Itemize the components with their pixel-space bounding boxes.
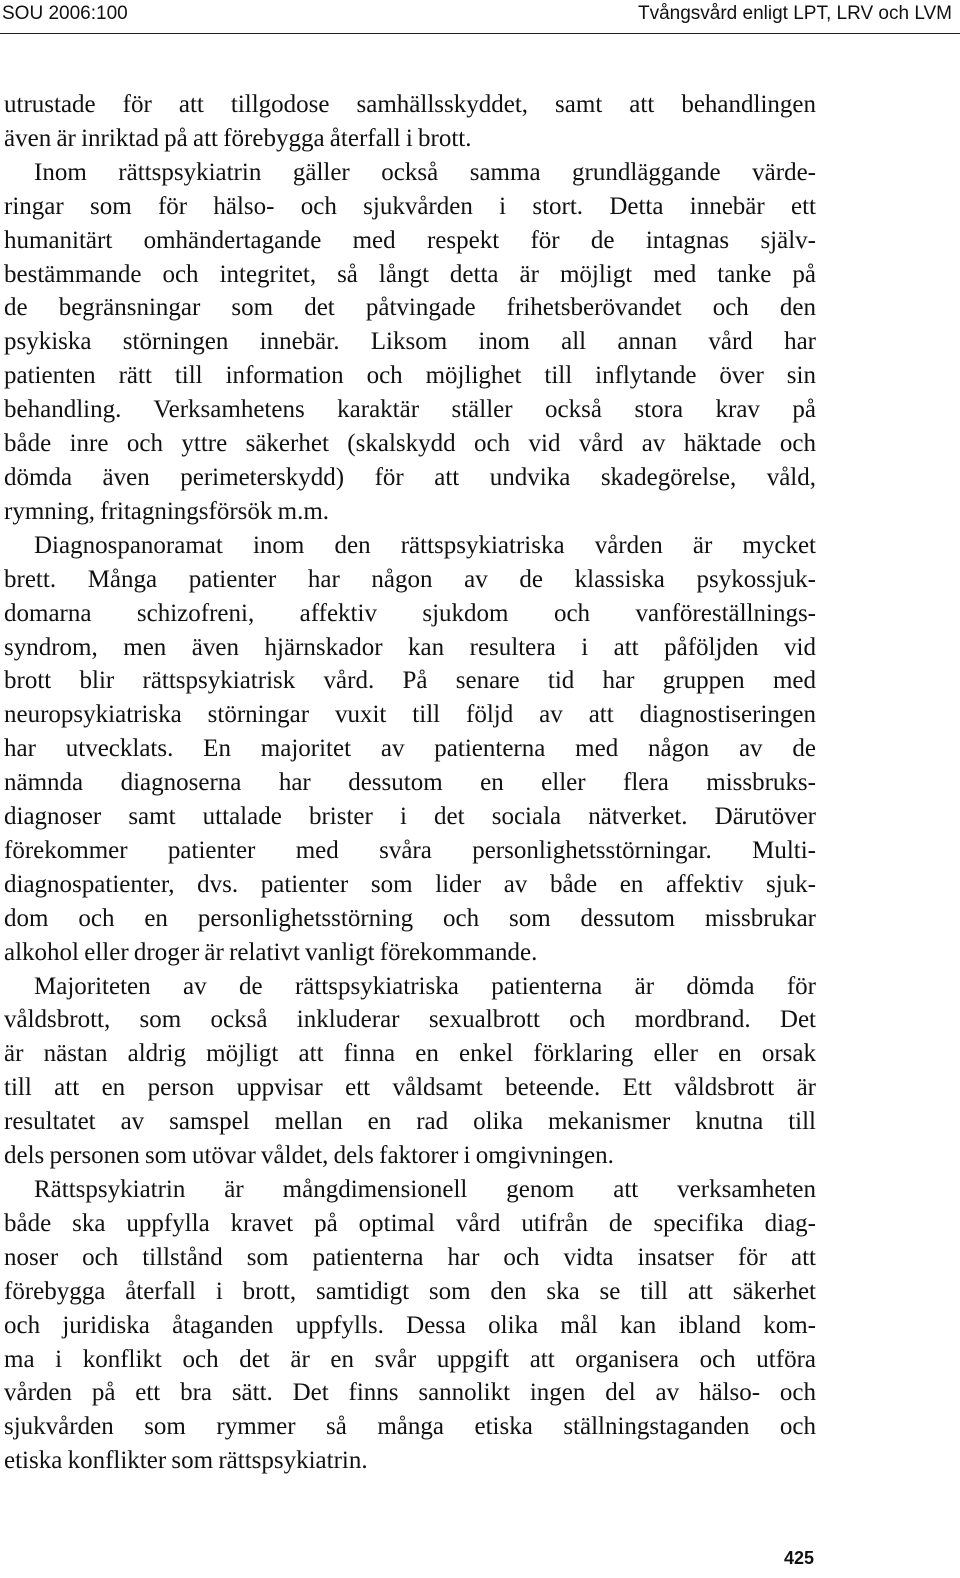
text-line: brett. Många patienter har någon av de klassiska psykossjuk-: [4, 565, 816, 593]
text-line: Majoriteten av de rättspsykiatriska patienterna är dömda för: [34, 972, 816, 1000]
text-line: dömda även perimeterskydd) för att undvika skadegörelse, våld,: [4, 463, 816, 491]
text-line: domarna schizofreni, affektiv sjukdom och vanföreställnings-: [4, 599, 816, 627]
text-line: humanitärt omhändertagande med respekt för de intagnas själv-: [4, 226, 816, 254]
text-line: noser och tillstånd som patienterna har och vidta insatser för att: [4, 1243, 816, 1271]
page-number: 425: [783, 1548, 814, 1568]
text-line: förekommer patienter med svåra personlighetsstörningar. Multi-: [4, 836, 816, 864]
text-line: utrustade för att tillgodose samhällsskyddet, samt att behandlingen: [4, 91, 816, 118]
text-line: och juridiska åtaganden uppfylls. Dessa olika mål kan ibland kom-: [4, 1311, 816, 1339]
text-line: bestämmande och integritet, så långt detta är möjligt med tanke på: [4, 260, 816, 288]
text-line: förebygga återfall i brott, samtidigt som den ska se till att säkerhet: [4, 1277, 816, 1305]
text-line: behandling. Verksamhetens karaktär ställer också stora krav på: [4, 396, 816, 424]
text-line: sjukvården som rymmer så många etiska ställningstaganden och: [4, 1413, 816, 1441]
text-line: Inom rättspsykiatrin gäller också samma grundläggande värde-: [34, 158, 816, 186]
text-line: både ska uppfylla kravet på optimal vård utifrån de specifika diag-: [4, 1209, 816, 1237]
text-line: Rättspsykiatrin är mångdimensionell genom att verksamheten: [34, 1176, 816, 1203]
text-line: etiska konflikter som rättspsykiatrin.: [4, 1447, 368, 1475]
text-line: brott blir rättspsykiatrisk vård. På senare tid har gruppen med: [4, 667, 816, 695]
text-line: alkohol eller droger är relativt vanligt förekommande.: [4, 938, 538, 966]
chapter-title: Tvångsvård enligt LPT, LRV och LVM: [637, 3, 952, 24]
text-line: patienten rätt till information och möjlighet till inflytande över sin: [4, 362, 816, 390]
text-line: diagnospatienter, dvs. patienter som lider av både en affektiv sjuk-: [4, 870, 816, 898]
header-divider: [0, 33, 960, 34]
text-line: psykiska störningen innebär. Liksom inom all annan vård har: [4, 328, 816, 356]
text-line: diagnoser samt uttalade brister i det sociala nätverket. Därutöver: [4, 803, 816, 831]
text-line: rymning, fritagningsförsök m.m.: [4, 497, 330, 525]
text-line: dom och en personlighetsstörning och som dessutom missbrukar: [4, 904, 816, 932]
text-line: till att en person uppvisar ett våldsamt beteende. Ett våldsbrott är: [4, 1074, 816, 1102]
text-line: neuropsykiatriska störningar vuxit till följd av att diagnostiseringen: [4, 701, 816, 729]
text-line: ma i konflikt och det är en svår uppgift att organisera och utföra: [4, 1345, 816, 1373]
text-line: nämnda diagnoserna har dessutom en eller flera missbruks-: [4, 769, 816, 797]
text-line: vården på ett bra sätt. Det finns sannolikt ingen del av hälso- och: [4, 1379, 816, 1407]
text-line: resultatet av samspel mellan en rad olika mekanismer knutna till: [4, 1108, 816, 1136]
text-line: både inre och yttre säkerhet (skalskydd och vid vård av häktade och: [4, 430, 816, 458]
text-line: de begränsningar som det påtvingade frihetsberövandet och den: [4, 294, 816, 322]
text-line: syndrom, men även hjärnskador kan resultera i att påföljden vid: [4, 633, 816, 661]
text-line: dels personen som utövar våldet, dels faktorer i omgivningen.: [4, 1142, 614, 1170]
text-line: Diagnospanoramat inom den rättspsykiatriska vården är mycket: [34, 531, 816, 559]
text-line: även är inriktad på att förebygga återfall i brott.: [4, 124, 472, 152]
text-line: ringar som för hälso- och sjukvården i stort. Detta innebär ett: [4, 192, 816, 220]
text-line: har utvecklats. En majoritet av patienterna med någon av de: [4, 735, 816, 763]
running-header: [0, 0, 960, 34]
report-number: SOU 2006:100: [2, 3, 128, 24]
text-line: är nästan aldrig möjligt att finna en enkel förklaring eller en orsak: [4, 1040, 816, 1068]
text-line: våldsbrott, som också inkluderar sexualbrott och mordbrand. Det: [4, 1006, 816, 1034]
body-text: [4, 88, 816, 1478]
